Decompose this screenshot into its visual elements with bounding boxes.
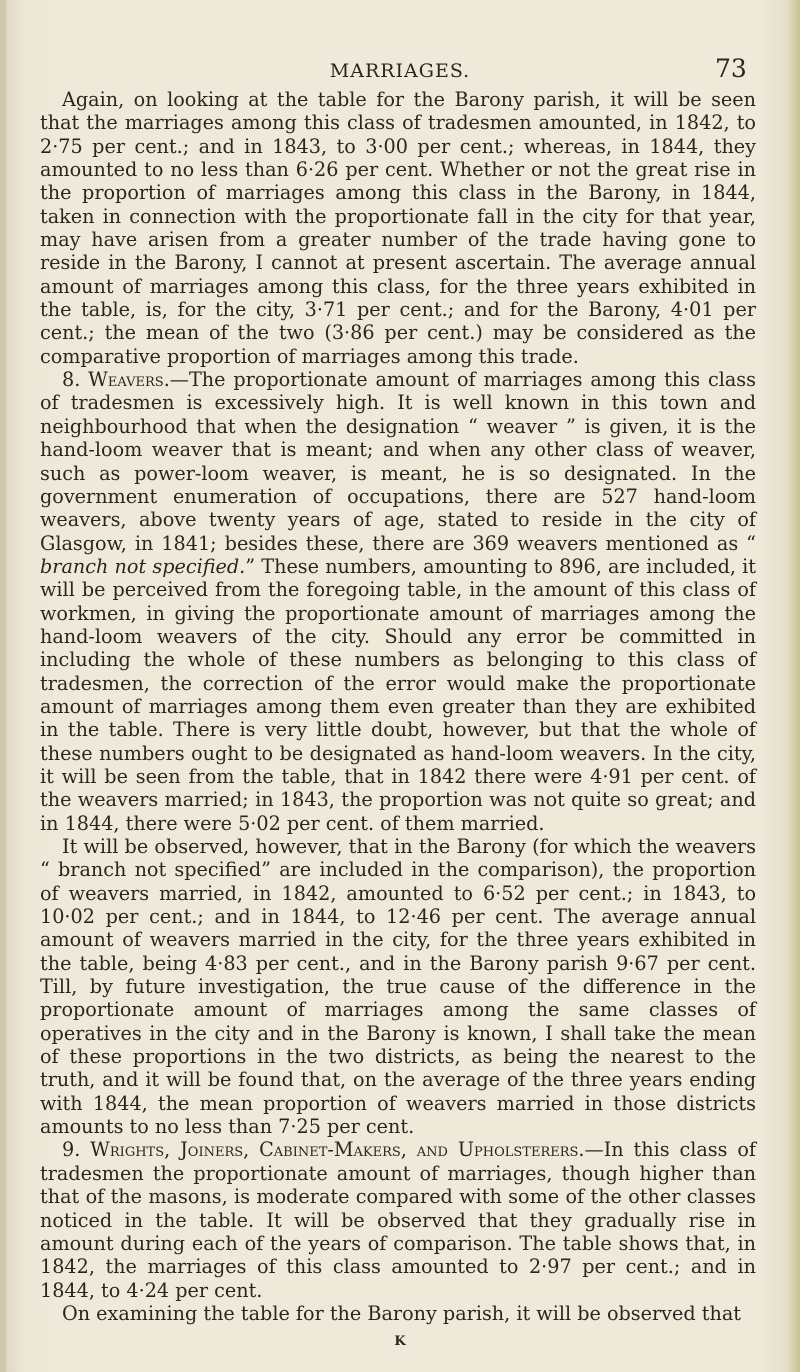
page-binding-edge <box>0 0 6 1372</box>
italic-branch-not-specified: branch not specified. <box>40 554 246 578</box>
section-heading-wrights: 9. Wrights, Joiners, Cabinet-Makers, and Upholsterers. <box>62 1138 585 1162</box>
page-number: 73 <box>715 54 747 83</box>
running-head <box>0 54 800 90</box>
paragraph-weavers <box>40 368 756 835</box>
paragraph-weavers-text-b: ” These numbers, amounting to 896, are included, it will be perceived from the foregoing table, in the amount of this class of workmen, in giving the proportionate amount of marriages among the hand-loom weavers of the city. Should any error be committed in including the whole of these numbers as belonging to this class of tradesmen, the correction of the error would make the proportionate amount of marriages among them even greater than they are exhibited in the table. There is very little doubt, however, but that the whole of these numbers ought to be designated as hand-loom weavers. In the city, it will be seen from the table, that in 1842 there were 4·91 per cent. of the weavers married; in 1843, the proportion was not quite so great; and in 1844, there were 5·02 per cent. of them married. <box>40 554 757 835</box>
paragraph-barony-examination: On examining the table for the Barony parish, it will be observed that <box>62 1301 741 1325</box>
paragraph-wrights <box>40 1138 756 1301</box>
section-heading-weavers: 8. Weavers. <box>62 368 170 392</box>
paragraph-weavers-barony: It will be observed, however, that in the Barony (for which the weavers “ branch not specified” are included in the comparison), the proportion of weavers married, in 1842, amounted to 6·52 per cent.; in 1843, to 10·02 per cent.; and in 1844, to 12·46 per cent. The average annual amount of weavers married in the city, for the three years exhibited in the table, being 4·83 per cent., and in the Barony parish 9·67 per cent. Till, by future investigation, the true cause of the difference in the proportionate amount of marriages among the same classes of operatives in the city and in the Barony is known, I shall take the mean of these proportions in the two districts, as being the nearest to the truth, and it will be found that, on the average of the three years ending with 1844, the mean proportion of weavers married in those districts amounts to no less than 7·25 per cent. <box>40 835 756 1139</box>
running-title: MARRIAGES. <box>329 60 471 82</box>
page-fore-edge <box>786 0 800 1372</box>
paragraph-wrights-text: —In this class of tradesmen the proportionate amount of marriages, though higher than that of the masons, is moderate compared with some of the other classes noticed in the table. It will be observed that they gradually rise in amount during each of the years of comparison. The table shows that, in 1842, the marriages of this class amounted to 2·97 per cent.; and in 1844, to 4·24 per cent. <box>40 1138 756 1302</box>
body-text <box>40 88 756 1325</box>
paragraph-weavers-text-a: —The proportionate amount of marriages among this class of tradesmen is excessively high. It is well known in this town and neighbourhood that when the designation “ weaver ” is given, it is the hand-loom weaver that is meant; and when any other class of weaver, such as power-loom weaver, is meant, he is so designated. In the government enumeration of occupations, there are 527 hand-loom weavers, above twenty years of age, stated to reside in the city of Glasgow, in 1841; besides these, there are 369 weavers mentioned as “ <box>40 368 756 555</box>
paragraph-barony-tradesmen: Again, on looking at the table for the Barony parish, it will be seen that the marriages among this class of tradesmen amounted, in 1842, to 2·75 per cent.; and in 1843, to 3·00 per cent.; whereas, in 1844, they amounted to no less than 6·26 per cent. Whether or not the great rise in the proportion of marriages among this class in the Barony, in 1844, taken in connection with the proportionate fall in the city for that year, may have arisen from a greater number of the trade having gone to reside in the Barony, I cannot at present ascertain. The average annual amount of marriages among this class, for the three years exhibited in the table, is, for the city, 3·71 per cent.; and for the Barony, 4·01 per cent.; the mean of the two (3·86 per cent.) may be considered as the comparative proportion of marriages among this trade. <box>40 88 756 368</box>
signature-mark: K <box>394 1334 406 1349</box>
